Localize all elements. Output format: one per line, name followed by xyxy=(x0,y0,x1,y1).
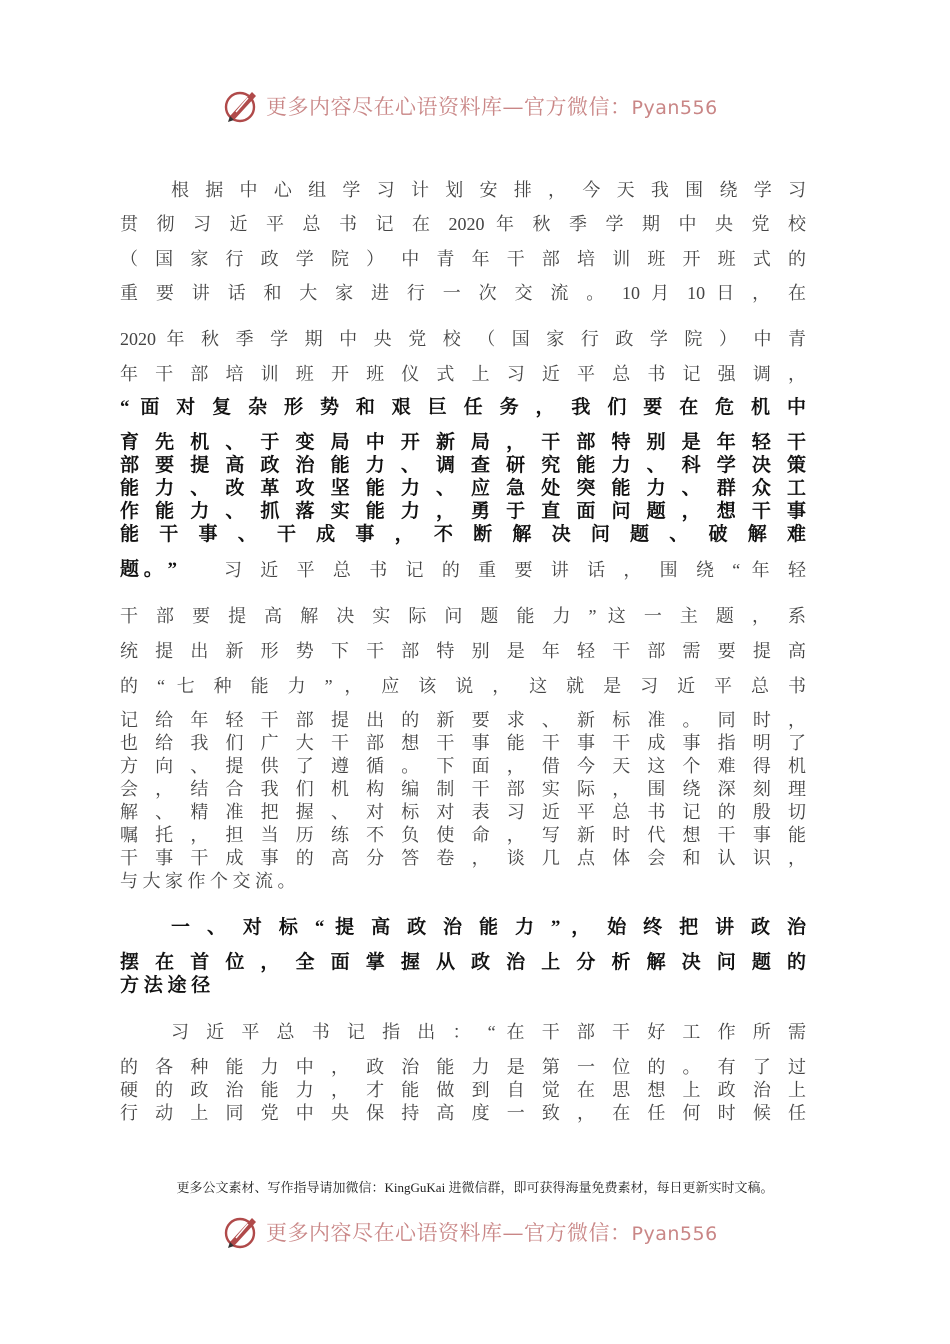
text-line: 统 提 出 新 形 势 下 干 部 特 别 是 年 轻 干 部 需 要 提 高 xyxy=(120,641,806,661)
pen-logo-icon xyxy=(222,86,262,126)
section-heading: 一 、 对 标 “ 提 高 政 治 能 力 ” ， 始 终 把 讲 政 治 xyxy=(171,917,806,938)
text-line: 2020 年 秋 季 学 期 中 央 党 校 （ 国 家 行 政 学 院 ） 中 青 xyxy=(120,329,806,349)
footer-note: 更多公文素材、写作指导请加微信：KingGuKai 进微信群，即可获得海量免费素材，每日更新实时文稿。 xyxy=(176,1180,774,1195)
quote-line: 作 能 力 、 抓 落 实 能 力 ， 勇 于 直 面 问 题 ， 想 干 事 xyxy=(120,501,806,522)
quote-line: 题 。 ” xyxy=(120,559,178,580)
bottom-banner xyxy=(0,1210,950,1254)
text-line: 年 干 部 培 训 班 开 班 仪 式 上 习 近 平 总 书 记 强 调 ， xyxy=(120,364,806,384)
section-heading: 摆 在 首 位 ， 全 面 掌 握 从 政 治 上 分 析 解 决 问 题 的 xyxy=(120,952,806,973)
quote-line: 能 力 、 改 革 攻 坚 能 力 、 应 急 处 突 能 力 、 群 众 工 xyxy=(120,478,806,499)
section-heading: 方 法 途 径 xyxy=(120,975,211,996)
text-line: 的 “ 七 种 能 力 ” ， 应 该 说 ， 这 就 是 习 近 平 总 书 xyxy=(120,676,806,696)
text-line: 行 动 上 同 党 中 央 保 持 高 度 一 致 ， 在 任 何 时 候 任 xyxy=(120,1103,806,1123)
text-line: 贯 彻 习 近 平 总 书 记 在 2020 年 秋 季 学 期 中 央 党 校 xyxy=(120,214,806,234)
text-line: 习 近 平 总 书 记 的 重 要 讲 话 ， 围 绕 “ 年 轻 xyxy=(224,560,806,580)
quote-line: 部 要 提 高 政 治 能 力 、 调 查 研 究 能 力 、 科 学 决 策 xyxy=(120,455,806,476)
text-line: 习 近 平 总 书 记 指 出 ： “ 在 干 部 干 好 工 作 所 需 xyxy=(171,1022,806,1042)
text-line: 硬 的 政 治 能 力 ， 才 能 做 到 自 觉 在 思 想 上 政 治 上 xyxy=(120,1080,806,1100)
quote-line: “ 面 对 复 杂 形 势 和 艰 巨 任 务 ， 我 们 要 在 危 机 中 xyxy=(120,397,806,418)
text-line: 根 据 中 心 组 学 习 计 划 安 排 ， 今 天 我 围 绕 学 习 xyxy=(171,180,806,200)
pen-logo-icon xyxy=(222,1212,262,1252)
banner-text: 更多内容尽在心语资料库—官方微信：Pyan556 xyxy=(266,95,718,119)
quote-line: 能 干 事 、 干 成 事 ， 不 断 解 决 问 题 、 破 解 难 xyxy=(120,524,806,545)
text-line: 干 事 干 成 事 的 高 分 答 卷 ， 谈 几 点 体 会 和 认 识 ， xyxy=(120,848,806,868)
text-line: 重 要 讲 话 和 大 家 进 行 一 次 交 流 。 10 月 10 日 ， 在 xyxy=(120,283,806,303)
text-line: 会 ， 结 合 我 们 机 构 编 制 干 部 实 际 ， 围 绕 深 刻 理 xyxy=(120,779,806,799)
text-line: （ 国 家 行 政 学 院 ） 中 青 年 干 部 培 训 班 开 班 式 的 xyxy=(120,249,806,269)
quote-line: 育 先 机 、 于 变 局 中 开 新 局 ， 干 部 特 别 是 年 轻 干 xyxy=(120,432,806,453)
text-line: 解 、 精 准 把 握 、 对 标 对 表 习 近 平 总 书 记 的 殷 切 xyxy=(120,802,806,822)
text-line: 与 大 家 作 个 交 流 。 xyxy=(120,871,296,891)
text-line: 的 各 种 能 力 中 ， 政 治 能 力 是 第 一 位 的 。 有 了 过 xyxy=(120,1057,806,1077)
text-line: 干 部 要 提 高 解 决 实 际 问 题 能 力 ” 这 一 主 题 ， 系 xyxy=(120,606,806,626)
banner-text: 更多内容尽在心语资料库—官方微信：Pyan556 xyxy=(266,1221,718,1245)
top-banner xyxy=(0,84,950,128)
text-line: 记 给 年 轻 干 部 提 出 的 新 要 求 、 新 标 准 。 同 时 ， xyxy=(120,710,806,730)
text-line: 方 向 、 提 供 了 遵 循 。 下 面 ， 借 今 天 这 个 难 得 机 xyxy=(120,756,806,776)
text-line: 嘱 托 ， 担 当 历 练 不 负 使 命 ， 写 新 时 代 想 干 事 能 xyxy=(120,825,806,845)
text-line: 也 给 我 们 广 大 干 部 想 干 事 能 干 事 干 成 事 指 明 了 xyxy=(120,733,806,753)
